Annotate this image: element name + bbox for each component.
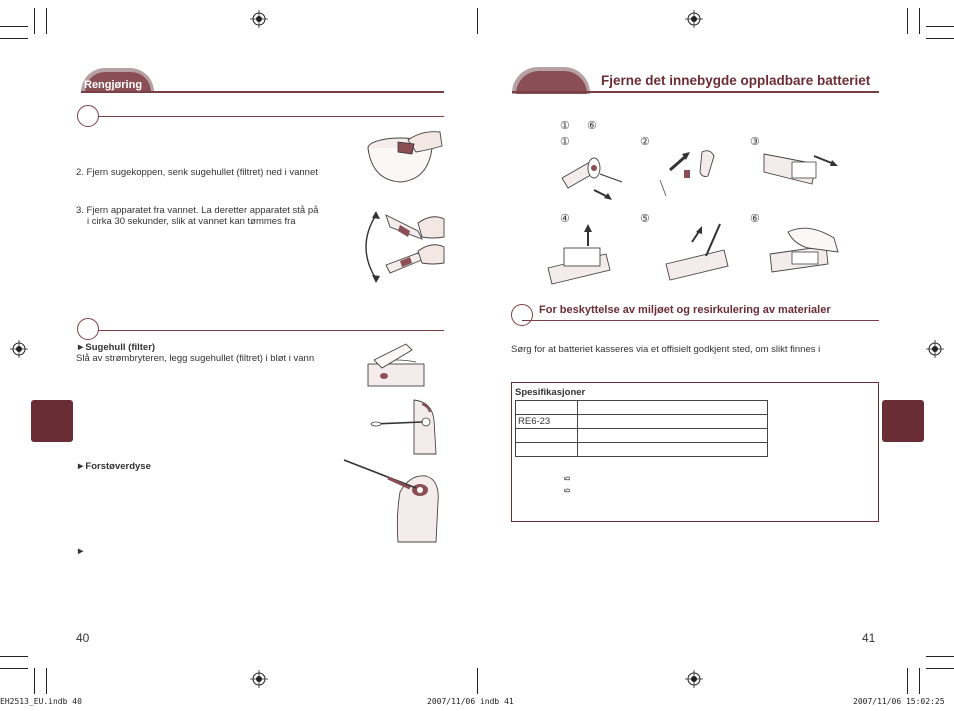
drain-rotation-illustration [360,203,446,289]
step-1-label: ① [560,136,570,148]
registration-mark-icon [685,670,703,688]
crop-mark [907,668,908,694]
footer-mid-info: 2007/11/06 indb 41 [427,697,514,706]
table-row: RE6-23 [516,415,768,429]
spec-weight-unit: g [563,476,573,481]
registration-mark-icon [685,10,703,28]
nozzle-needle-illustration [340,456,444,544]
registration-mark-icon [250,10,268,28]
crop-mark [907,8,908,34]
step-range-start: ① [560,120,570,132]
crop-mark [0,668,28,669]
arrow-icon: ► [76,342,86,353]
subsection-rule [522,320,879,321]
section-tab-label: Rengjøring [84,79,143,91]
arrow-icon: ► [76,546,86,557]
side-thumb-tab-left [31,400,73,442]
step-3-text-line2: i cirka 30 sekunder, slik at vannet kan tømmes fra [87,216,296,227]
crop-mark [34,8,35,34]
spec-weight-unit: g [563,488,573,493]
step-3-label: ③ [750,136,760,148]
crop-mark [0,38,28,39]
arrow-marker [76,546,85,557]
step-2-text: 2. Fjern sugekoppen, senk sugehullet (filtret) ned i vannet [76,167,318,178]
arrow-icon: ► [76,461,86,472]
crop-mark [0,656,28,657]
env-heading: For beskyttelse av miljøet og resirkulering av materialer [539,304,831,316]
step-2-illustration [656,140,722,198]
step-2-label: ② [640,136,650,148]
page-number-left: 40 [76,631,90,645]
step-5-illustration [664,220,736,284]
step-6-illustration [768,222,842,282]
table-row [516,401,768,415]
subsection-marker [511,304,533,326]
step-3-text-line1: 3. Fjern apparatet fra vannet. La deretter apparatet stå på [76,205,319,216]
page-number-right: 41 [862,631,876,645]
sugehull-title: ►Sugehull (filter) [76,342,156,353]
step-4-label: ④ [560,213,570,225]
spec-title: Spesifikasjoner [515,387,586,398]
crop-mark [919,8,920,34]
page-heading: Fjerne det innebygde oppladbare batteriet [601,73,871,88]
header-rule [81,91,444,93]
nozzle-brush-illustration [368,398,440,456]
step-5-label: ⑤ [640,213,650,225]
step-6-label: ⑥ [750,213,760,225]
crop-mark [46,668,47,694]
table-row [516,443,768,457]
subsection-marker [77,318,99,340]
header-rule [512,91,879,93]
footer-file-info: EH2513_EU.indb 40 [0,697,82,706]
table-row [516,429,768,443]
subsection-marker [77,105,99,127]
filter-soak-illustration [366,340,428,388]
registration-mark-icon [10,340,28,358]
registration-mark-icon [926,340,944,358]
forstover-title: ►Forstøverdyse [76,461,151,472]
crop-mark [919,668,920,694]
registration-mark-icon [250,670,268,688]
crop-mark [34,668,35,694]
crop-mark [926,38,954,39]
subsection-rule [88,116,444,117]
crop-mark [477,8,478,34]
env-text: Sørg for at batteriet kasseres via et offisielt godkjent sted, om slikt finnes i [511,344,821,355]
spec-table [515,400,768,457]
crop-mark [926,668,954,669]
step-range-end: ⑥ [587,120,597,132]
crop-mark [46,8,47,34]
sugehull-text: Slå av strømbryteren, legg sugehullet (filtret) i bløt i vann [76,353,315,364]
side-thumb-tab-right [882,400,924,442]
subsection-rule [88,330,444,331]
crop-mark [0,26,28,27]
step-1-illustration [560,148,630,202]
crop-mark [926,26,954,27]
footer-timestamp: 2007/11/06 15:02:25 [853,697,945,706]
crop-mark [926,656,954,657]
step-4-illustration [546,224,616,286]
crop-mark [477,668,478,694]
bowl-illustration [362,124,446,186]
step-3-illustration [762,140,842,196]
